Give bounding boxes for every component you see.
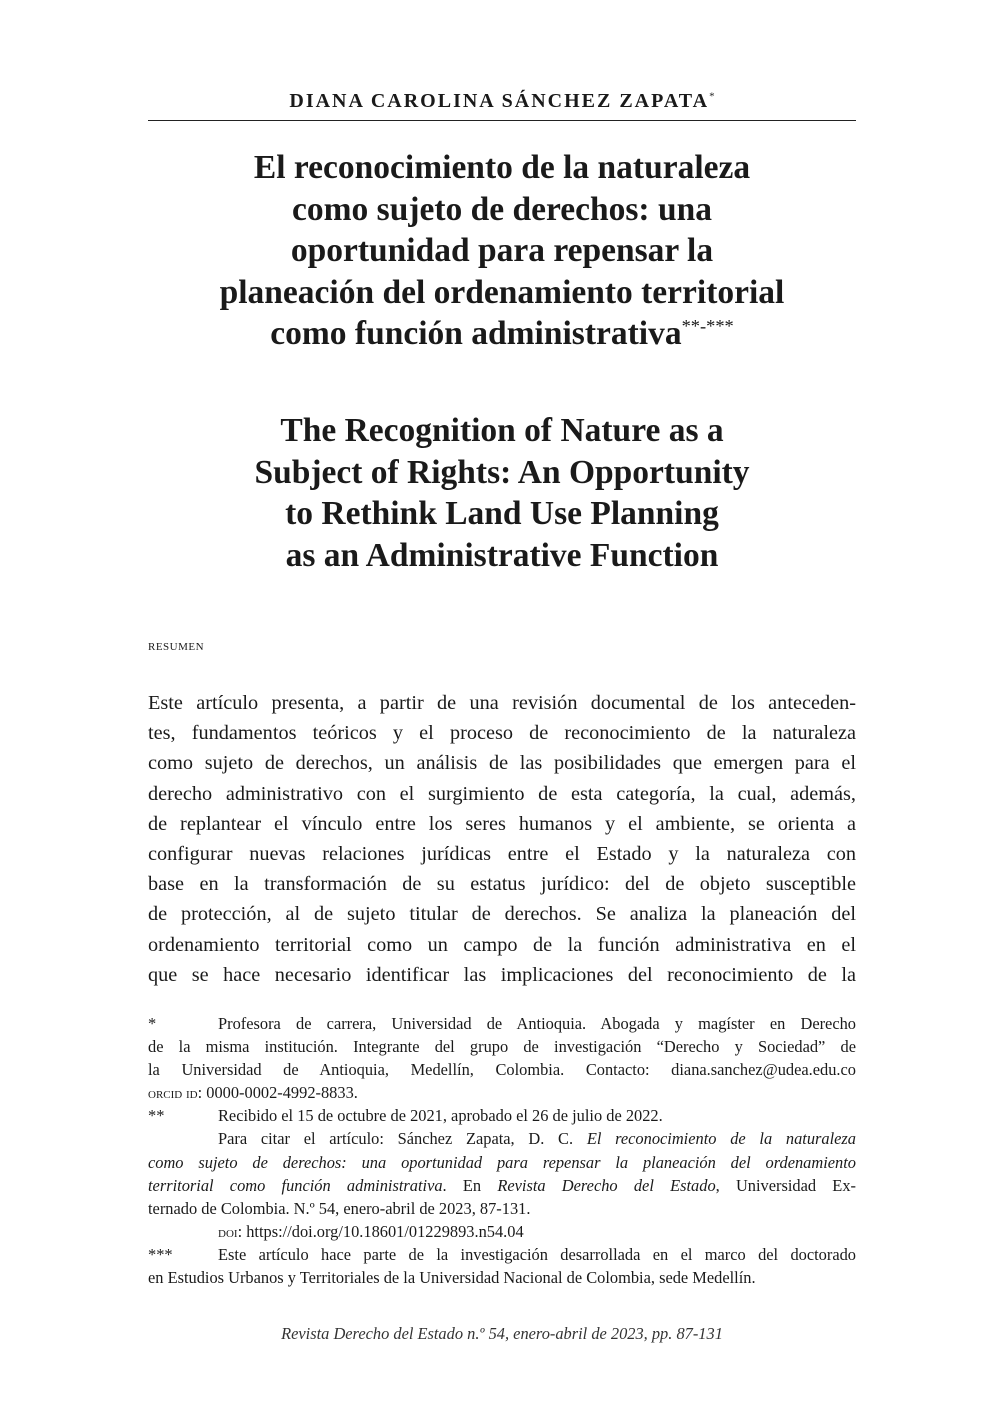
- title-en-line: Subject of Rights: An Opportunity: [254, 453, 750, 491]
- abstract-line: base en la transformación de su estatus jurídico: del de objeto susceptible: [148, 873, 856, 896]
- abstract-line: de protección, al de sujeto titular de derechos. Se analiza la planeación del: [148, 903, 856, 926]
- footnote-mark: **: [148, 1106, 165, 1126]
- title-footnote-mark: **-***: [681, 315, 734, 336]
- abstract-body: [148, 688, 856, 990]
- citation-line: Para citar el artículo: Sánchez Zapata, D. C. El reconocimiento de la naturaleza: [218, 1129, 856, 1149]
- abstract-line: derecho administrativo con el surgimiento de esta categoría, la cual, además,: [148, 782, 856, 805]
- citation-line: territorial como función administrativa. En Revista Derecho del Estado, Universidad Ex-: [148, 1175, 856, 1195]
- title-english: [130, 410, 874, 576]
- citation-doi-line[interactable]: [148, 1220, 856, 1243]
- title-es-line: El reconocimiento de la naturaleza: [253, 149, 751, 186]
- title-spanish: [130, 147, 874, 355]
- footnote-mark: *: [148, 1014, 157, 1033]
- abstract-line: como sujeto de derechos, un análisis de las posibilidades que emergen para el: [148, 752, 856, 775]
- doi-link[interactable]: : https://doi.org/10.18601/01229893.n54.04: [237, 1221, 524, 1241]
- title-es-line: como función administrativa: [270, 315, 682, 352]
- title-en-line: The Recognition of Nature as a: [280, 412, 724, 449]
- abstract-line: ordenamiento territorial como un campo de la función administrativa en el: [148, 933, 856, 956]
- citation-line: como sujeto de derechos: una oportunidad para repensar la planeación del ordenamiento: [148, 1152, 856, 1172]
- footnotes: [148, 1012, 856, 1289]
- footnote-orcid-line: [148, 1081, 856, 1104]
- doi-label: doi: [218, 1224, 238, 1241]
- title-es-line: como sujeto de derechos: una: [292, 190, 712, 228]
- orcid-label: orcid id: [148, 1086, 198, 1103]
- footnote-mark: ***: [148, 1244, 173, 1264]
- footnote-author-line: de la misma institución. Integrante del grupo de investigación “Derecho y Sociedad” de: [148, 1037, 856, 1057]
- abstract-line: configurar nuevas relaciones jurídicas entre el Estado y la naturaleza con: [148, 842, 856, 865]
- title-en-line: to Rethink Land Use Planning: [285, 495, 719, 532]
- title-es-line: planeación del ordenamiento territorial: [219, 273, 785, 311]
- abstract-heading: resumen: [148, 637, 205, 654]
- author-header: [148, 88, 856, 114]
- author-name: DIANA CAROLINA SÁNCHEZ ZAPATA: [289, 90, 710, 112]
- abstract-line: tes, fundamentos teóricos y el proceso de reconocimiento de la naturaleza: [148, 722, 856, 745]
- abstract-line: Este artículo presenta, a partir de una revisión documental de los anteceden-: [148, 692, 856, 714]
- footnote-received-line: ** Recibido el 15 de octubre de 2021, aprobado el 26 de julio de 2022.: [148, 1104, 856, 1127]
- orcid-value: : 0000-0002-4992-8833.: [197, 1083, 358, 1103]
- title-es-line-last: [130, 313, 874, 355]
- title-en-line: as an Administrative Function: [285, 536, 719, 574]
- author-footnote-mark: *: [709, 90, 715, 103]
- footnote-author-line: * Profesora de carrera, Universidad de Antioquia. Abogada y magíster en Derecho: [148, 1012, 856, 1035]
- footnote-research-line: en Estudios Urbanos y Territoriales de la Universidad Nacional de Colombia, sede Medellín.: [148, 1268, 756, 1288]
- footnote-author-line: la Universidad de Antioquia, Medellín, Colombia. Contacto: diana.sanchez@udea.edu.co: [148, 1060, 856, 1080]
- footnote-research-line: *** Este artículo hace parte de la investigación desarrollada en el marco del doctorado: [148, 1243, 856, 1266]
- citation-line: ternado de Colombia. N.º 54, enero-abril de 2023, 87-131.: [148, 1198, 531, 1218]
- running-footer: Revista Derecho del Estado n.º 54, enero-abril de 2023, pp. 87-131: [281, 1324, 723, 1343]
- title-es-line: oportunidad para repensar la: [290, 232, 714, 269]
- abstract-line: que se hace necesario identificar las implicaciones del reconocimiento de la: [148, 963, 856, 986]
- abstract-line: de replantear el vínculo entre los seres humanos y el ambiente, se orienta a: [148, 812, 856, 835]
- header-rule: [148, 120, 856, 121]
